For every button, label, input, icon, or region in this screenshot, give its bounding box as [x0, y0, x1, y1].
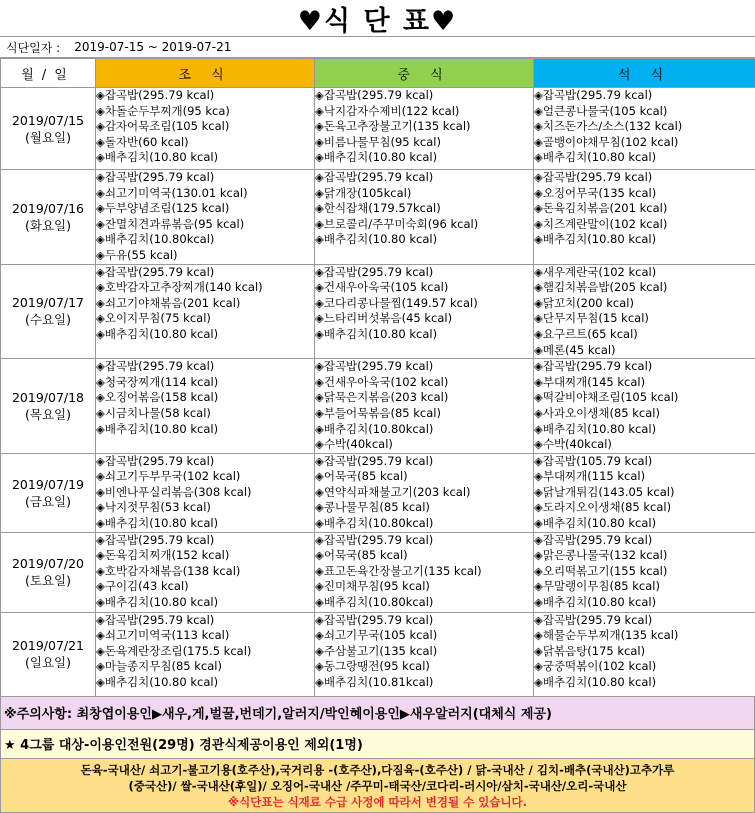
- menu-item: ◈궁중떡볶이(102 kcal): [534, 659, 755, 675]
- breakfast-cell: [96, 359, 315, 454]
- menu-item: ◈낙지감자수제비(122 kcal): [315, 104, 533, 120]
- menu-item: ◈골뱅이야채무침(102 kcal): [534, 135, 755, 151]
- menu-item: ◈배추김치(10.80 kcal): [96, 150, 314, 166]
- menu-item: ◈마늘종지무침(85 kcal): [96, 659, 314, 675]
- day-weekday: (화요일): [1, 217, 95, 234]
- menu-item: ◈낙지젓무침(53 kcal): [96, 500, 314, 516]
- change-warning: ※식단표는 식재료 수급 사정에 따라서 변경될 수 있습니다.: [1, 794, 754, 810]
- menu-item: ◈메론(45 kcal): [534, 343, 755, 359]
- menu-item: ◈연약식파채불고기(203 kcal): [315, 485, 533, 501]
- day-row: [1, 453, 755, 532]
- menu-period: [0, 36, 755, 58]
- day-weekday: (목요일): [1, 406, 95, 423]
- day-date-cell: [1, 532, 96, 612]
- day-date: 2019/07/21: [1, 637, 95, 654]
- lunch-cell: [315, 359, 534, 454]
- menu-item: ◈잡곡밥(295.79 kcal): [315, 454, 533, 470]
- dinner-cell: [534, 170, 755, 265]
- lunch-cell: [315, 170, 534, 265]
- day-date-cell: [1, 88, 96, 170]
- menu-item: ◈배추김치(10.80 kcal): [96, 595, 314, 611]
- menu-item: ◈청국장찌개(114 kcal): [96, 375, 314, 391]
- breakfast-cell: [96, 264, 315, 359]
- menu-item: ◈잡곡밥(295.79 kcal): [534, 170, 755, 186]
- menu-item: ◈잡곡밥(105.79 kcal): [534, 454, 755, 470]
- breakfast-cell: [96, 532, 315, 612]
- day-row: [1, 532, 755, 612]
- menu-item: ◈쇠고기미역국(113 kcal): [96, 628, 314, 644]
- day-row: [1, 359, 755, 454]
- menu-item: ◈치즈돈가스/소스(132 kcal): [534, 119, 755, 135]
- menu-item: ◈배추김치(10.80 kcal): [96, 327, 314, 343]
- menu-item: ◈잡곡밥(295.79 kcal): [96, 613, 314, 629]
- dinner-cell: [534, 612, 755, 696]
- menu-item: ◈돈육김치볶음(201 kcal): [534, 201, 755, 217]
- day-weekday: (토요일): [1, 572, 95, 589]
- menu-item: ◈부대찌개(115 kcal): [534, 469, 755, 485]
- menu-item: ◈사과오이생채(85 kcal): [534, 406, 755, 422]
- menu-item: ◈햄김치볶음밥(205 kcal): [534, 280, 755, 296]
- day-date-cell: [1, 612, 96, 696]
- menu-item: ◈쇠고기두부무국(102 kcal): [96, 469, 314, 485]
- breakfast-cell: [96, 612, 315, 696]
- menu-item: ◈맑은콩나물국(132 kcal): [534, 548, 755, 564]
- header-breakfast: 조 식: [96, 59, 315, 88]
- menu-item: ◈배추김치(10.80 kcal): [534, 422, 755, 438]
- origin-info: [0, 759, 755, 813]
- group-note: ★ 4그룹 대상-이용인전원(29명) 경관식제공이용인 제외(1명): [0, 730, 755, 759]
- menu-item: ◈오징어볶음(158 kcal): [96, 390, 314, 406]
- menu-item: ◈잡곡밥(295.79 kcal): [315, 613, 533, 629]
- menu-item: ◈시금치나물(58 kcal): [96, 406, 314, 422]
- menu-item: ◈배추김치(10.80 kcal): [96, 422, 314, 438]
- lunch-cell: [315, 453, 534, 532]
- menu-item: ◈오이지무침(75 kcal): [96, 311, 314, 327]
- dinner-cell: [534, 359, 755, 454]
- breakfast-cell: [96, 170, 315, 265]
- header-row: [1, 59, 755, 88]
- menu-item: ◈잡곡밥(295.79 kcal): [315, 170, 533, 186]
- day-date: 2019/07/16: [1, 200, 95, 217]
- menu-item: ◈배추김치(10.81kcal): [315, 675, 533, 691]
- menu-item: ◈오징어무국(135 kcal): [534, 186, 755, 202]
- menu-item: ◈진미채무침(95 kcal): [315, 579, 533, 595]
- menu-item: ◈배추김치(10.80kcal): [315, 516, 533, 532]
- menu-item: ◈배추김치(10.80 kcal): [96, 516, 314, 532]
- header-dinner: 석 식: [534, 59, 755, 88]
- menu-item: ◈콩나물무침(85 kcal): [315, 500, 533, 516]
- menu-item: ◈떡갈비야채조림(105 kcal): [534, 390, 755, 406]
- dinner-cell: [534, 88, 755, 170]
- menu-item: ◈배추김치(10.80kcal): [315, 422, 533, 438]
- menu-item: ◈건새우아욱국(102 kcal): [315, 375, 533, 391]
- day-row: [1, 170, 755, 265]
- menu-item: ◈닭개장(105kcal): [315, 186, 533, 202]
- menu-item: ◈동그랑땡전(95 kcal): [315, 659, 533, 675]
- menu-item: ◈배추김치(10.80 kcal): [534, 150, 755, 166]
- menu-item: ◈쇠고기미역국(130.01 kcal): [96, 186, 314, 202]
- day-row: [1, 88, 755, 170]
- menu-item: ◈새우계란국(102 kcal): [534, 265, 755, 281]
- menu-item: ◈잡곡밥(295.79 kcal): [315, 265, 533, 281]
- day-row: [1, 612, 755, 696]
- menu-item: ◈배추김치(10.80 kcal): [534, 232, 755, 248]
- menu-item: ◈배추김치(10.80 kcal): [534, 516, 755, 532]
- menu-item: ◈배추김치(10.80 kcal): [96, 675, 314, 691]
- menu-item: ◈돈육계란장조림(175.5 kcal): [96, 644, 314, 660]
- day-weekday: (월요일): [1, 129, 95, 146]
- menu-item: ◈잡곡밥(295.79 kcal): [315, 359, 533, 375]
- menu-item: ◈비엔나푸실리볶음(308 kcal): [96, 485, 314, 501]
- menu-item: ◈배추김치(10.80 kcal): [534, 595, 755, 611]
- menu-item: ◈건새우아욱국(105 kcal): [315, 280, 533, 296]
- day-date: 2019/07/17: [1, 294, 95, 311]
- menu-item: ◈수박(40kcal): [534, 437, 755, 453]
- menu-item: ◈코다리콩나물찜(149.57 kcal): [315, 296, 533, 312]
- menu-item: ◈해물순두부찌개(135 kcal): [534, 628, 755, 644]
- menu-item: ◈배추김치(10.80 kcal): [315, 150, 533, 166]
- menu-item: ◈호박감자채볶음(138 kcal): [96, 564, 314, 580]
- menu-item: ◈쇠고기무국(105 kcal): [315, 628, 533, 644]
- lunch-cell: [315, 612, 534, 696]
- day-weekday: (일요일): [1, 654, 95, 671]
- menu-item: ◈잡곡밥(295.79 kcal): [96, 170, 314, 186]
- menu-item: ◈잡곡밥(295.79 kcal): [534, 359, 755, 375]
- menu-item: ◈어묵국(85 kcal): [315, 469, 533, 485]
- menu-item: ◈얼큰콩나물국(105 kcal): [534, 104, 755, 120]
- menu-item: ◈잡곡밥(295.79 kcal): [96, 454, 314, 470]
- menu-item: ◈잡곡밥(295.79 kcal): [96, 265, 314, 281]
- dinner-cell: [534, 264, 755, 359]
- menu-item: ◈닭묵은지볶음(203 kcal): [315, 390, 533, 406]
- menu-item: ◈표고돈육간장불고기(135 kcal): [315, 564, 533, 580]
- menu-item: ◈돈육김치찌개(152 kcal): [96, 548, 314, 564]
- menu-item: ◈도라지오이생채(85 kcal): [534, 500, 755, 516]
- menu-item: ◈잡곡밥(295.79 kcal): [96, 88, 314, 104]
- lunch-cell: [315, 264, 534, 359]
- menu-item: ◈닭볶음탕(175 kcal): [534, 644, 755, 660]
- menu-item: ◈잡곡밥(295.79 kcal): [534, 88, 755, 104]
- menu-item: ◈두부양념조림(125 kcal): [96, 201, 314, 217]
- dinner-cell: [534, 453, 755, 532]
- menu-item: ◈잡곡밥(295.79 kcal): [315, 88, 533, 104]
- menu-item: ◈잔멸치견과류볶음(95 kcal): [96, 217, 314, 233]
- day-date-cell: [1, 453, 96, 532]
- menu-item: ◈배추김치(10.80kcal): [315, 595, 533, 611]
- menu-item: ◈두유(55 kcal): [96, 248, 314, 264]
- menu-item: ◈감자어묵조림(105 kcal): [96, 119, 314, 135]
- menu-item: ◈배추김치(10.80 kcal): [315, 232, 533, 248]
- day-weekday: (금요일): [1, 493, 95, 510]
- origin-line-2: (중국산)/ 쌀-국내산(후일)/ 오징어-국내산 /주꾸미-태국산/코다리-러시아/삼치-국내산/오리-국내산: [1, 778, 754, 794]
- menu-item: ◈배추김치(10.80kcal): [96, 232, 314, 248]
- day-date: 2019/07/19: [1, 476, 95, 493]
- menu-item: ◈잡곡밥(295.79 kcal): [534, 613, 755, 629]
- menu-item: ◈오리떡볶고기(155 kcal): [534, 564, 755, 580]
- meal-table: [0, 58, 755, 697]
- breakfast-cell: [96, 453, 315, 532]
- menu-item: ◈잡곡밥(295.79 kcal): [96, 359, 314, 375]
- menu-item: ◈무말랭이무침(85 kcal): [534, 579, 755, 595]
- day-date: 2019/07/18: [1, 389, 95, 406]
- day-date-cell: [1, 264, 96, 359]
- day-date: 2019/07/15: [1, 112, 95, 129]
- menu-item: ◈느타리버섯볶음(45 kcal): [315, 311, 533, 327]
- menu-item: ◈치즈계란말이(102 kcal): [534, 217, 755, 233]
- menu-item: ◈잡곡밥(295.79 kcal): [315, 533, 533, 549]
- period-label: 식단일자 :: [6, 39, 60, 56]
- menu-item: ◈요구르트(65 kcal): [534, 327, 755, 343]
- day-weekday: (수요일): [1, 311, 95, 328]
- lunch-cell: [315, 88, 534, 170]
- menu-item: ◈호박감자고추장찌개(140 kcal): [96, 280, 314, 296]
- menu-item: ◈닭꼬치(200 kcal): [534, 296, 755, 312]
- breakfast-cell: [96, 88, 315, 170]
- menu-item: ◈배추김치(10.80 kcal): [534, 675, 755, 691]
- day-date-cell: [1, 359, 96, 454]
- menu-item: ◈배추김치(10.80 kcal): [315, 327, 533, 343]
- day-date-cell: [1, 170, 96, 265]
- menu-item: ◈수박(40kcal): [315, 437, 533, 453]
- menu-item: ◈잡곡밥(295.79 kcal): [534, 533, 755, 549]
- header-lunch: 중 식: [315, 59, 534, 88]
- page-title: ♥식 단 표♥: [0, 0, 755, 36]
- day-row: [1, 264, 755, 359]
- menu-item: ◈부대찌개(145 kcal): [534, 375, 755, 391]
- menu-item: ◈어묵국(85 kcal): [315, 548, 533, 564]
- menu-item: ◈브로콜리/주꾸미숙회(96 kcal): [315, 217, 533, 233]
- menu-item: ◈돈육고추장불고기(135 kcal): [315, 119, 533, 135]
- menu-item: ◈주삼불고기(135 kcal): [315, 644, 533, 660]
- menu-item: ◈구이김(43 kcal): [96, 579, 314, 595]
- menu-item: ◈쇠고기야채볶음(201 kcal): [96, 296, 314, 312]
- menu-item: ◈닭날개튀김(143.05 kcal): [534, 485, 755, 501]
- origin-line-1: 돈육-국내산/ 쇠고기-불고기용(호주산),국거리용 -(호주산),다짐육-(호주산) / 닭-국내산 / 김치-배추(국내산)고추가루: [1, 762, 754, 778]
- menu-item: ◈한식잡채(179.57kcal): [315, 201, 533, 217]
- menu-item: ◈차돌순두부찌개(95 kca): [96, 104, 314, 120]
- menu-item: ◈단무지무침(15 kcal): [534, 311, 755, 327]
- period-value: 2019-07-15 ~ 2019-07-21: [74, 40, 231, 54]
- menu-item: ◈비름나물무침(95 kcal): [315, 135, 533, 151]
- menu-item: ◈부들어묵볶음(85 kcal): [315, 406, 533, 422]
- allergy-caution: ※주의사항: 최창엽이용인▶새우,게,벌꿀,번데기,알러지/박인혜이용인▶새우알러지(대체식 제공): [0, 697, 755, 730]
- lunch-cell: [315, 532, 534, 612]
- menu-item: ◈돌자반(60 kcal): [96, 135, 314, 151]
- day-date: 2019/07/20: [1, 555, 95, 572]
- menu-item: ◈잡곡밥(295.79 kcal): [96, 533, 314, 549]
- dinner-cell: [534, 532, 755, 612]
- header-date: 월/일: [1, 59, 96, 88]
